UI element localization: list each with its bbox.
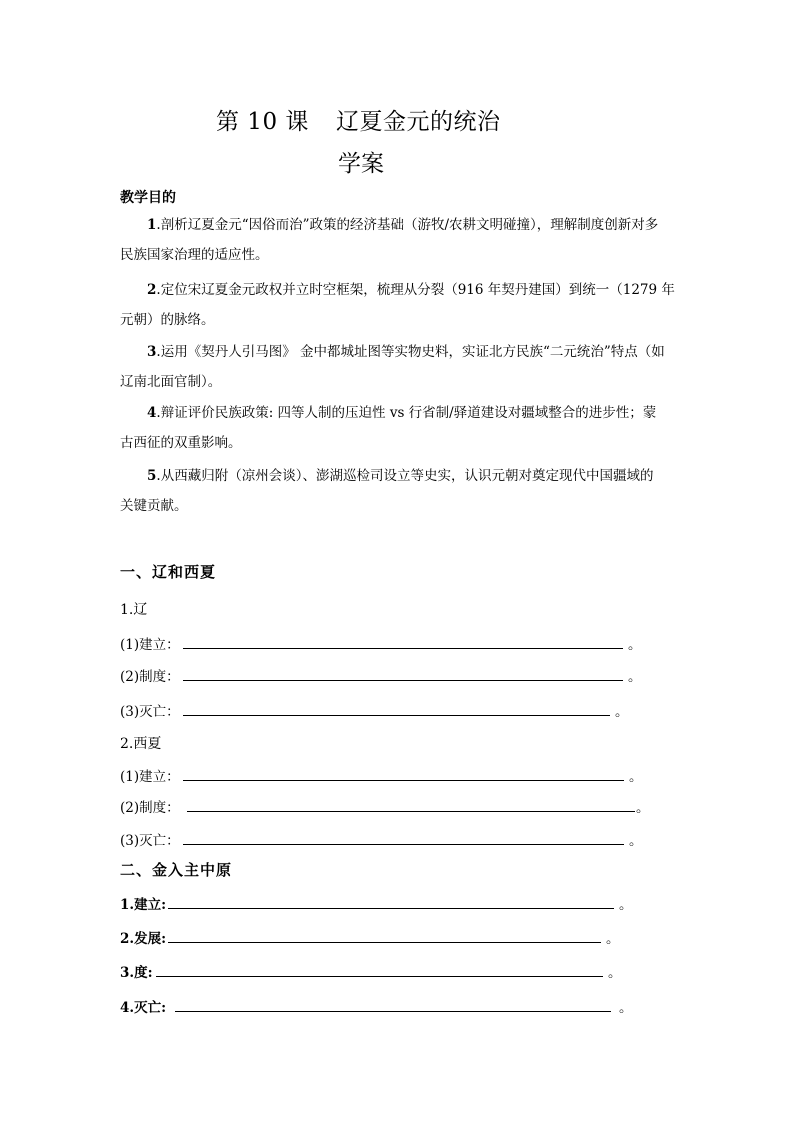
objective-text-cont: 关键贡献。	[120, 498, 188, 514]
answer-blank[interactable]	[183, 680, 623, 681]
row-label: 4.灭亡:	[120, 1000, 167, 1016]
objective-text-cont: 辽南北面官制）。	[120, 374, 222, 390]
subheading-liao: 1.辽	[120, 602, 148, 618]
objective-text: .辩证评价民族政策: 四等人制的压迫性 vs 行省制/驿道建设对疆域整合的进步性；蒙	[156, 405, 657, 421]
objective-5	[120, 461, 680, 521]
answer-blank[interactable]	[168, 908, 614, 909]
row-end-mark: 。	[615, 704, 629, 720]
fill-row-jin-establish	[120, 893, 640, 913]
objective-text: .定位宋辽夏金元政权并立时空框架，梳理从分裂（916 年契丹建国）到统一（1279 年	[156, 282, 675, 298]
objective-text-cont: 古西征的双重影响。	[120, 435, 242, 451]
fill-row-jin-develop	[120, 927, 640, 947]
page-title: 辽夏金元的统治	[336, 109, 501, 135]
row-label: (2)制度：	[120, 669, 180, 685]
fill-row-jin-fall	[120, 996, 640, 1016]
answer-blank[interactable]	[156, 976, 603, 977]
fill-row-liao-fall	[120, 700, 640, 720]
row-label: (2)制度：	[120, 800, 180, 816]
row-label: (3)灭亡：	[120, 833, 180, 849]
row-end-mark: 。	[629, 769, 643, 785]
row-label: 2.发展:	[120, 931, 167, 947]
objective-1	[120, 210, 680, 270]
row-end-mark: 。	[636, 800, 650, 816]
objectives-heading: 教学目的	[120, 190, 176, 206]
fill-row-xixia-fall	[120, 829, 643, 849]
objective-text: .从西藏归附（凉州会谈）、澎湖巡检司设立等史实，认识元朝对奠定现代中国疆域的	[156, 468, 654, 484]
answer-blank[interactable]	[175, 1011, 611, 1012]
section-heading-jin: 二、金入主中原	[120, 861, 233, 879]
objective-number: 4	[147, 405, 157, 421]
answer-blank[interactable]	[183, 844, 624, 845]
row-end-mark: 。	[628, 669, 642, 685]
objective-number: 3	[147, 344, 157, 360]
lesson-number: 第 10 课	[216, 109, 309, 135]
fill-row-liao-establish	[120, 633, 640, 653]
objective-text-cont: 元朝）的脉络。	[120, 312, 215, 328]
objective-text: .运用《契丹人引马图》 金中都城址图等实物史料，实证北方民族“二元统治”特点（如	[156, 344, 665, 360]
row-label: (1)建立：	[120, 637, 180, 653]
objective-2	[120, 275, 680, 335]
fill-row-liao-system	[120, 665, 640, 685]
objective-number: 2	[147, 282, 157, 298]
row-end-mark: 。	[619, 897, 633, 913]
row-end-mark: 。	[628, 637, 642, 653]
row-end-mark: 。	[608, 965, 622, 981]
row-label: 1.建立:	[120, 897, 167, 913]
row-label: (1)建立：	[120, 769, 180, 785]
row-label: 3.度:	[120, 965, 153, 981]
objective-4	[120, 398, 680, 458]
answer-blank[interactable]	[183, 780, 624, 781]
answer-blank[interactable]	[187, 811, 635, 812]
answer-blank[interactable]	[168, 942, 601, 943]
row-label: (3)灭亡：	[120, 704, 180, 720]
row-end-mark: 。	[606, 931, 620, 947]
answer-blank[interactable]	[183, 648, 623, 649]
fill-row-xixia-system	[120, 796, 650, 816]
page-subtitle: 学案	[338, 151, 384, 177]
fill-row-jin-system	[120, 961, 640, 981]
objective-number: 1	[147, 217, 157, 233]
objective-text-cont: 民族国家治理的适应性。	[120, 247, 269, 263]
objective-text: .剖析辽夏金元“因俗而治”政策的经济基础（游牧/农耕文明碰撞），理解制度创新对多	[156, 217, 659, 233]
answer-blank[interactable]	[183, 715, 610, 716]
objective-3	[120, 337, 680, 397]
objective-number: 5	[147, 468, 157, 484]
row-end-mark: 。	[619, 1000, 633, 1016]
section-heading-liao-xixia: 一、辽和西夏	[120, 563, 217, 581]
subheading-xixia: 2.西夏	[120, 736, 162, 752]
fill-row-xixia-establish	[120, 765, 643, 785]
row-end-mark: 。	[629, 833, 643, 849]
